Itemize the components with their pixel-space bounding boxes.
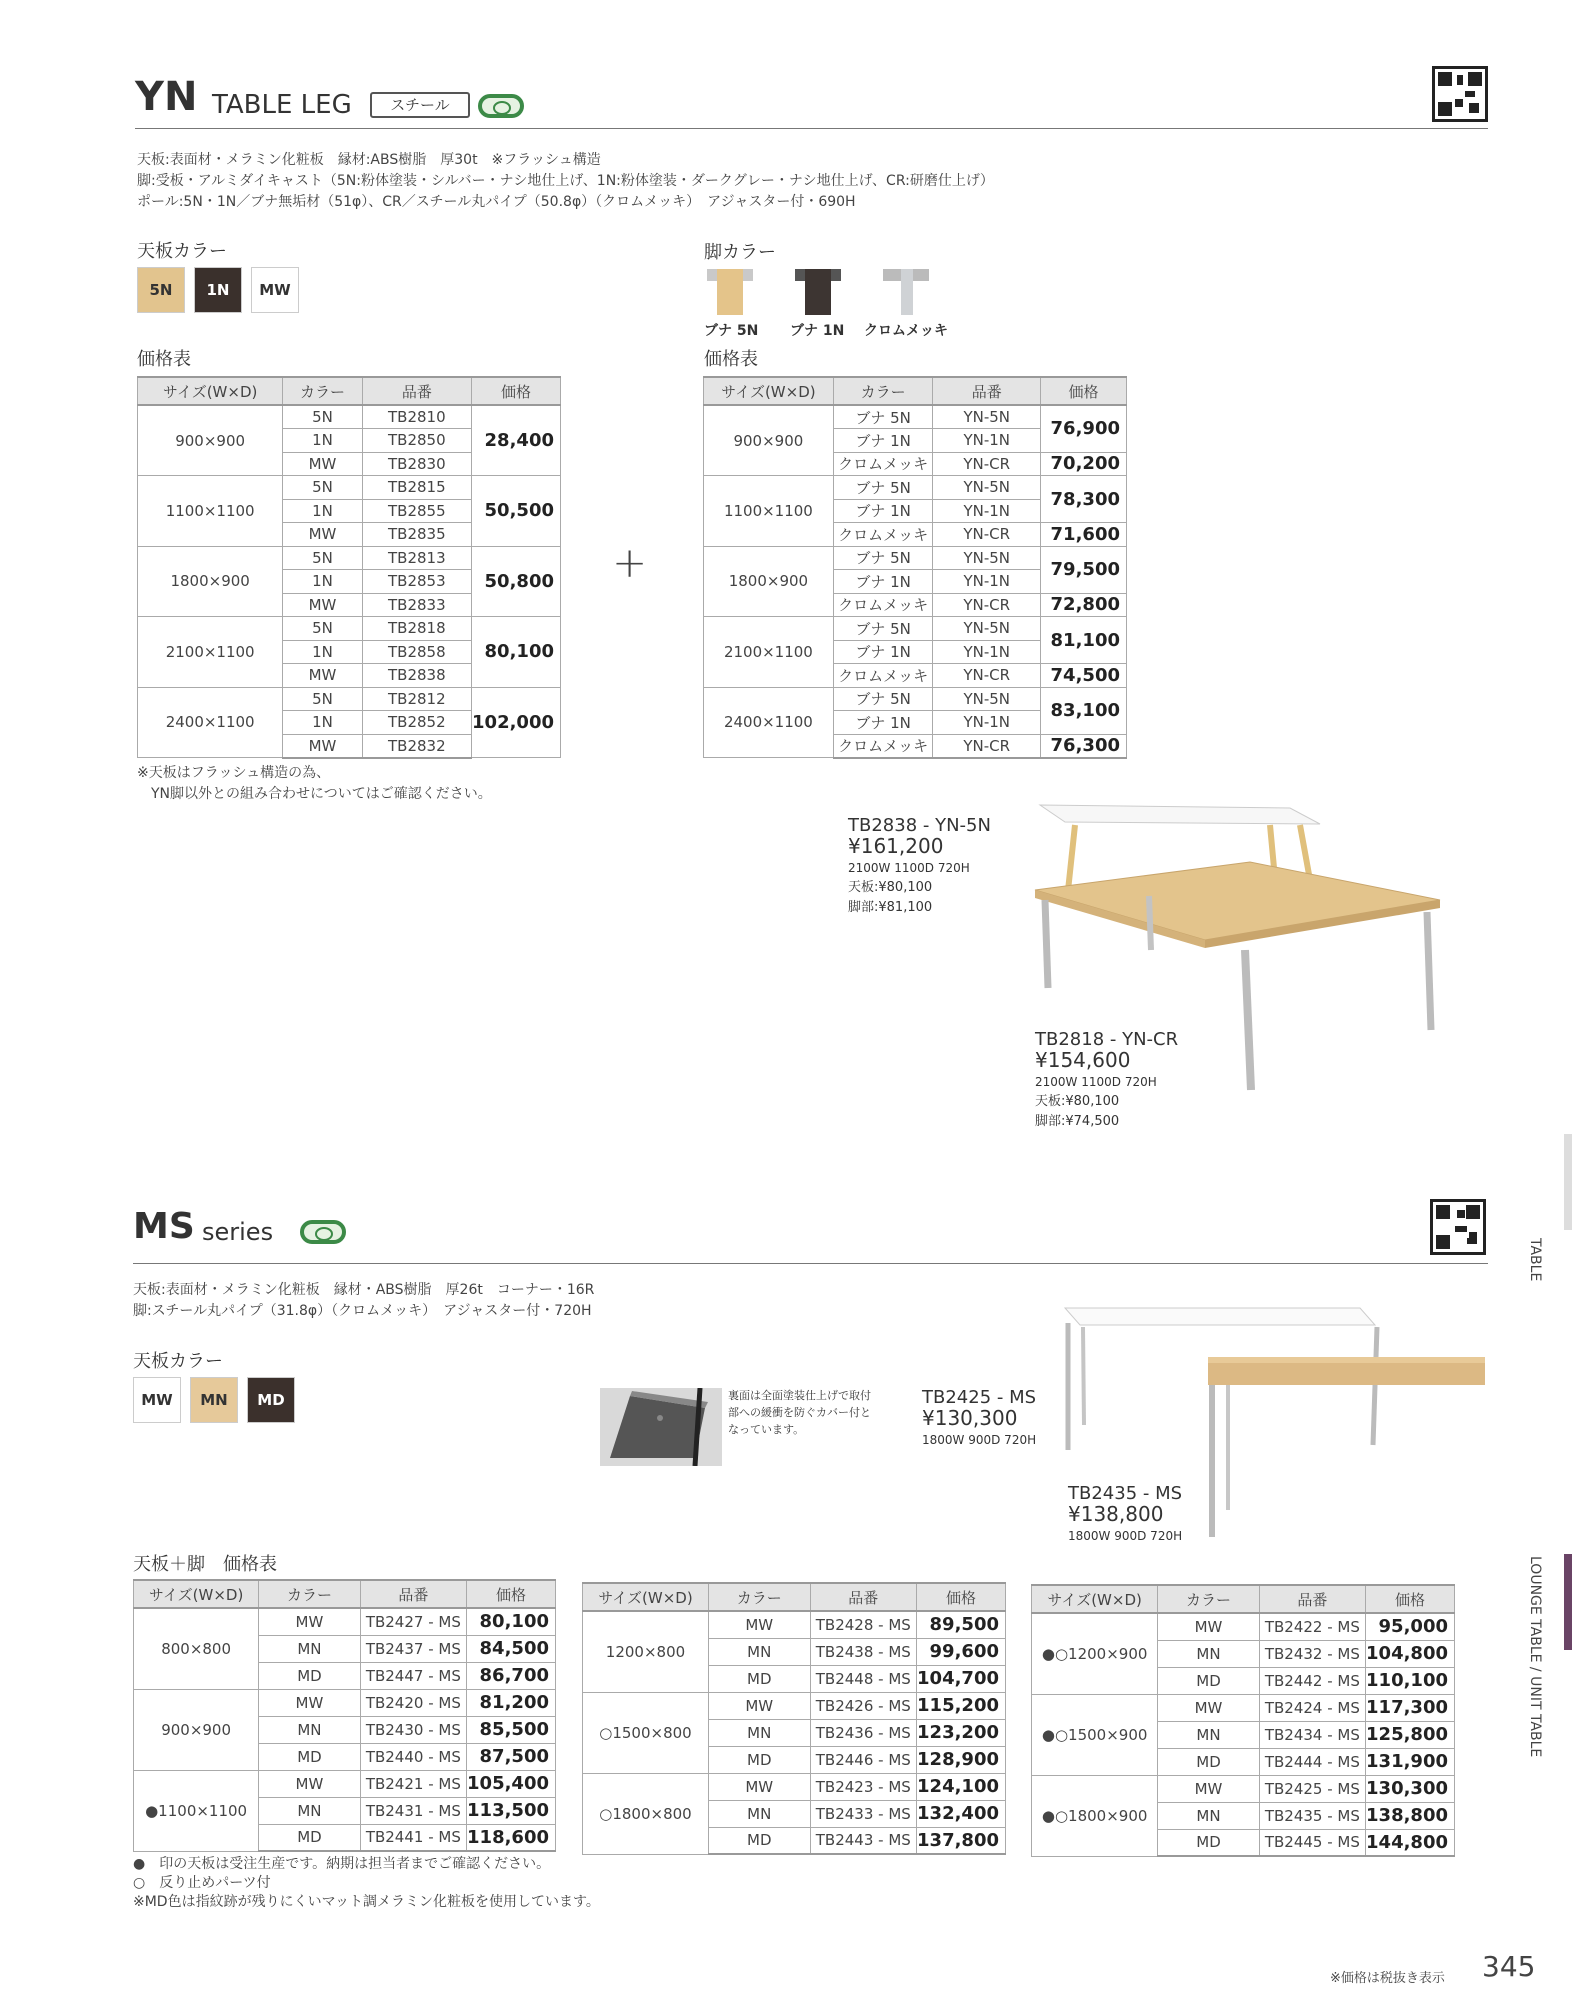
color-cell: MW [259,1608,360,1635]
column-header: 品番 [933,377,1041,405]
size-cell: ●1100×1100 [134,1770,259,1851]
ms-product-2-caption [1068,1484,1182,1546]
green-mark-icon [300,1220,346,1244]
code-cell: TB2832 [362,734,471,758]
color-cell: 5N [283,546,362,570]
color-cell: MN [259,1716,360,1743]
code-cell: TB2438 - MS [810,1638,916,1665]
table-row [134,1689,556,1716]
code-cell: YN-1N [933,711,1041,735]
column-header: 価格 [472,377,561,405]
ms-top-color-heading: 天板カラー [133,1351,223,1372]
price-cell: 104,700 [917,1665,1006,1692]
code-cell: TB2853 [362,570,471,594]
price-cell: 132,400 [917,1800,1006,1827]
color-cell: MW [259,1689,360,1716]
table-row [583,1611,1006,1638]
color-cell: 1N [283,640,362,664]
table-header-row [704,377,1127,405]
ms-product-1-caption [922,1388,1036,1450]
column-header: サイズ(W×D) [1032,1585,1158,1613]
ms-price-heading: 天板＋脚 価格表 [133,1554,277,1575]
yn-price-heading-right: 価格表 [704,349,758,370]
price-cell: 81,100 [1041,617,1127,664]
plus-sign: + [612,538,648,587]
price-cell: 138,800 [1366,1802,1455,1829]
table-row [1032,1775,1455,1802]
column-header: サイズ(W×D) [134,1580,259,1608]
qr-code-icon[interactable] [1432,66,1488,122]
color-cell: MD [1158,1667,1259,1694]
color-cell: クロムメッキ [833,664,933,688]
code-cell: TB2426 - MS [810,1692,916,1719]
color-cell: 5N [283,476,362,500]
column-header: サイズ(W×D) [138,377,283,405]
column-header: サイズ(W×D) [704,377,834,405]
size-cell: 2400×1100 [138,687,283,758]
color-cell: MW [283,664,362,688]
color-cell: ブナ 5N [833,476,933,500]
code-cell: TB2440 - MS [360,1743,466,1770]
color-cell: ブナ 1N [833,640,933,664]
table-header-row [138,377,561,405]
code-cell: TB2447 - MS [360,1662,466,1689]
code-cell: TB2436 - MS [810,1719,916,1746]
price-cell: 124,100 [917,1773,1006,1800]
leg-swatch-1n [795,269,841,315]
column-header: 価格 [1366,1585,1455,1613]
ms-corner-detail-photo [600,1388,722,1466]
footer-note: ※価格は税抜き表示 [1330,1971,1445,1986]
code-cell: TB2835 [362,523,471,547]
code-cell: TB2855 [362,499,471,523]
section-divider [133,1263,1488,1264]
price-cell: 86,700 [467,1662,556,1689]
color-cell: MW [1158,1694,1259,1721]
column-header: カラー [259,1580,360,1608]
price-cell: 89,500 [917,1611,1006,1638]
side-tab-lounge[interactable]: LOUNGE TABLE / UNIT TABLE [1527,1556,1543,1758]
price-cell: 85,500 [467,1716,556,1743]
code-cell: TB2812 [362,687,471,711]
price-cell: 84,500 [467,1635,556,1662]
ms-spec-line: 脚:スチール丸パイプ（31.8φ）（クロムメッキ） アジャスター付・720H [133,1303,592,1319]
size-cell: 900×900 [134,1689,259,1770]
price-cell: 83,100 [1041,687,1127,734]
price-cell: 79,500 [1041,546,1127,593]
price-cell: 72,800 [1041,593,1127,617]
code-cell: TB2430 - MS [360,1716,466,1743]
color-cell: ブナ 1N [833,499,933,523]
table-row [704,546,1127,570]
price-cell: 80,100 [472,617,561,688]
code-cell: TB2442 - MS [1259,1667,1365,1694]
table-header-row [583,1583,1006,1611]
color-cell: 1N [283,570,362,594]
yn-price-heading-left: 価格表 [137,349,191,370]
code-cell: TB2813 [362,546,471,570]
code-cell: YN-5N [933,687,1041,711]
price-cell: 70,200 [1041,452,1127,476]
table-row [138,687,561,711]
ms-price-table-2 [582,1582,1006,1855]
code-cell: TB2421 - MS [360,1770,466,1797]
yn-leg-price-table [703,376,1127,759]
size-cell: 800×800 [134,1608,259,1689]
page-number: 345 [1482,1950,1536,1983]
code-cell: YN-5N [933,405,1041,429]
size-cell: 1200×800 [583,1611,709,1692]
yn-note-line: YN脚以外との組み合わせについてはご確認ください。 [151,786,492,802]
code-cell: YN-1N [933,499,1041,523]
product-price: ¥138,800 [1068,1502,1164,1526]
size-cell: 900×900 [704,405,834,476]
color-cell: MW [708,1692,810,1719]
code-cell: TB2810 [362,405,471,429]
code-cell: YN-CR [933,593,1041,617]
detail-note-line: なっています。 [728,1423,805,1436]
table-row [583,1692,1006,1719]
size-cell: 2400×1100 [704,687,834,758]
green-mark-icon [478,94,524,118]
code-cell: TB2431 - MS [360,1797,466,1824]
price-cell: 71,600 [1041,523,1127,547]
color-cell: ブナ 5N [833,687,933,711]
column-header: 価格 [1041,377,1127,405]
price-cell: 128,900 [917,1746,1006,1773]
price-cell: 104,800 [1366,1640,1455,1667]
code-cell: YN-5N [933,546,1041,570]
color-cell: MN [1158,1802,1259,1829]
price-cell: 76,900 [1041,405,1127,452]
yn-note-line: ※天板はフラッシュ構造の為、 [137,765,331,781]
price-cell: 28,400 [472,405,561,476]
color-cell: MD [1158,1829,1259,1856]
code-cell: YN-5N [933,617,1041,641]
color-cell: ブナ 1N [833,429,933,453]
product-dimensions: 2100W 1100D 720H [848,861,970,875]
price-cell: 113,500 [467,1797,556,1824]
code-cell: TB2818 [362,617,471,641]
color-cell: MW [283,593,362,617]
ms-title-sub: series [202,1218,274,1246]
column-header: カラー [708,1583,810,1611]
code-cell: YN-1N [933,640,1041,664]
code-cell: TB2445 - MS [1259,1829,1365,1856]
yn-product-2-caption [1035,1030,1178,1132]
code-cell: YN-1N [933,570,1041,594]
code-cell: TB2441 - MS [360,1824,466,1851]
product-price: ¥161,200 [848,834,944,858]
size-cell: 1100×1100 [704,476,834,547]
column-header: 品番 [360,1580,466,1608]
color-cell: MD [708,1827,810,1854]
code-cell: TB2833 [362,593,471,617]
column-header: 価格 [917,1583,1006,1611]
yn-top-color-heading: 天板カラー [137,241,227,262]
price-cell: 105,400 [467,1770,556,1797]
product-top-price: 天板:¥80,100 [848,880,933,895]
color-cell: MN [259,1635,360,1662]
yn-title-sub: TABLE LEG [212,90,352,120]
price-cell: 99,600 [917,1638,1006,1665]
size-cell: ○1500×800 [583,1692,709,1773]
yn-spec-line: ポール:5N・1N／ブナ無垢材（51φ）、CR／スチール丸パイプ（50.8φ）（クロムメッキ） アジャスター付・690H [137,194,856,210]
color-cell: MD [259,1824,360,1851]
detail-note-line: 部への緩衝を防ぐカバー付と [728,1406,871,1419]
code-cell: TB2423 - MS [810,1773,916,1800]
table-row [1032,1694,1455,1721]
product-top-price: 天板:¥80,100 [1035,1094,1120,1109]
ms-price-table-3 [1031,1584,1455,1857]
price-cell: 144,800 [1366,1829,1455,1856]
color-cell: 5N [283,405,362,429]
product-code: TB2425 - MS [922,1387,1037,1408]
table-header-row [134,1580,556,1608]
table-row [138,546,561,570]
table-header-row [1032,1585,1455,1613]
code-cell: TB2432 - MS [1259,1640,1365,1667]
size-cell: ○1800×800 [583,1773,709,1854]
column-header: 品番 [362,377,471,405]
product-price: ¥130,300 [922,1406,1018,1430]
leg-label-5n: ブナ 5N [704,323,759,339]
top-color-swatch-mw: MW [251,267,299,313]
code-cell: YN-1N [933,429,1041,453]
code-cell: TB2850 [362,429,471,453]
size-cell: 1800×900 [138,546,283,617]
price-cell: 80,100 [467,1608,556,1635]
color-cell: クロムメッキ [833,523,933,547]
color-cell: 5N [283,687,362,711]
code-cell: TB2858 [362,640,471,664]
code-cell: YN-CR [933,523,1041,547]
price-cell: 130,300 [1366,1775,1455,1802]
column-header: 品番 [1259,1585,1365,1613]
price-cell: 115,200 [917,1692,1006,1719]
color-cell: 1N [283,499,362,523]
code-cell: TB2425 - MS [1259,1775,1365,1802]
code-cell: YN-5N [933,476,1041,500]
color-cell: MN [708,1719,810,1746]
color-cell: MD [1158,1748,1259,1775]
table-row [704,687,1127,711]
yn-spec-line: 天板:表面材・メラミン化粧板 縁材:ABS樹脂 厚30t ※フラッシュ構造 [137,152,601,168]
color-cell: MW [283,452,362,476]
leg-swatch-5n [707,269,753,315]
column-header: カラー [1158,1585,1259,1613]
color-cell: MW [259,1770,360,1797]
color-cell: MW [1158,1613,1259,1640]
yn-spec-block [137,150,994,213]
code-cell: TB2448 - MS [810,1665,916,1692]
color-cell: MN [708,1800,810,1827]
table-row [134,1608,556,1635]
yn-spec-line: 脚:受板・アルミダイキャスト（5N:粉体塗装・シルバー・ナシ地仕上げ、1N:粉体塗装・ダークグレー・ナシ地仕上げ、CR:研磨仕上げ） [137,173,994,189]
code-cell: YN-CR [933,452,1041,476]
price-cell: 50,800 [472,546,561,617]
code-cell: YN-CR [933,664,1041,688]
code-cell: TB2434 - MS [1259,1721,1365,1748]
ms-note-line: ○ 反り止めパーツ付 [133,1875,271,1891]
product-code: TB2435 - MS [1068,1483,1183,1504]
color-cell: MW [1158,1775,1259,1802]
top-color-swatch-5n: 5N [137,267,185,313]
ms-title-main: MS [133,1206,195,1247]
yn-top-price-table [137,376,561,759]
leg-label-1n: ブナ 1N [790,323,845,339]
product-price: ¥154,600 [1035,1048,1131,1072]
code-cell: TB2422 - MS [1259,1613,1365,1640]
price-cell: 78,300 [1041,476,1127,523]
ms-note-line: ● 印の天板は受注生産です。納期は担当者までご確認ください。 [133,1856,551,1872]
color-cell: MN [1158,1640,1259,1667]
table-row [134,1770,556,1797]
product-leg-price: 脚部:¥74,500 [1035,1114,1120,1129]
column-header: サイズ(W×D) [583,1583,709,1611]
size-cell: ●○1200×900 [1032,1613,1158,1694]
price-cell: 76,300 [1041,734,1127,758]
side-tab-marker [1564,1134,1572,1230]
price-cell: 50,500 [472,476,561,547]
table-row [583,1773,1006,1800]
leg-swatch-cr [883,269,929,315]
price-cell: 131,900 [1366,1748,1455,1775]
code-cell: TB2433 - MS [810,1800,916,1827]
ms-detail-note [728,1387,871,1438]
ms-spec-block [133,1280,594,1322]
color-cell: 1N [283,711,362,735]
size-cell: 2100×1100 [704,617,834,688]
color-cell: クロムメッキ [833,734,933,758]
yn-title-main: YN [135,74,198,120]
code-cell: TB2420 - MS [360,1689,466,1716]
code-cell: TB2838 [362,664,471,688]
code-cell: TB2830 [362,452,471,476]
table-row [1032,1613,1455,1640]
top-color-swatch-md: MD [247,1377,295,1423]
column-header: 価格 [467,1580,556,1608]
color-cell: MW [708,1773,810,1800]
table-row [704,405,1127,429]
column-header: 品番 [810,1583,916,1611]
color-cell: MN [259,1797,360,1824]
color-cell: ブナ 1N [833,711,933,735]
code-cell: TB2815 [362,476,471,500]
code-cell: TB2428 - MS [810,1611,916,1638]
top-color-swatch-mn: MN [190,1377,238,1423]
color-cell: MW [708,1611,810,1638]
table-row [138,405,561,429]
price-cell: 87,500 [467,1743,556,1770]
column-header: カラー [833,377,933,405]
ms-spec-line: 天板:表面材・メラミン化粧板 縁材・ABS樹脂 厚26t コーナー・16R [133,1282,595,1298]
size-cell: 900×900 [138,405,283,476]
price-cell: 81,200 [467,1689,556,1716]
product-dimensions: 2100W 1100D 720H [1035,1075,1157,1089]
table-row [138,617,561,641]
detail-note-line: 裏面は全面塗装仕上げで取付 [728,1389,871,1402]
price-cell: 118,600 [467,1824,556,1851]
color-cell: ブナ 5N [833,405,933,429]
yn-note [137,763,492,805]
code-cell: TB2852 [362,711,471,735]
color-cell: MW [283,734,362,758]
ms-notes [133,1855,600,1912]
color-cell: MN [708,1638,810,1665]
price-cell: 125,800 [1366,1721,1455,1748]
price-cell: 110,100 [1366,1667,1455,1694]
qr-code-icon[interactable] [1430,1199,1486,1255]
size-cell: ●○1500×900 [1032,1694,1158,1775]
product-dimensions: 1800W 900D 720H [922,1433,1037,1447]
side-tab-table[interactable]: TABLE [1527,1238,1543,1282]
color-cell: MD [708,1746,810,1773]
code-cell: TB2427 - MS [360,1608,466,1635]
code-cell: TB2444 - MS [1259,1748,1365,1775]
color-cell: 5N [283,617,362,641]
size-cell: 2100×1100 [138,617,283,688]
yn-material-badge: スチール [370,92,470,118]
color-cell: ブナ 5N [833,617,933,641]
product-code: TB2838 - YN-5N [848,815,991,836]
code-cell: YN-CR [933,734,1041,758]
ms-note-line: ※MD色は指紋跡が残りにくいマット調メラミン化粧板を使用しています。 [133,1894,600,1910]
product-leg-price: 脚部:¥81,100 [848,900,933,915]
side-tab-marker-active [1564,1554,1572,1650]
color-cell: MW [283,523,362,547]
table-row [704,617,1127,641]
color-cell: MN [1158,1721,1259,1748]
color-cell: クロムメッキ [833,452,933,476]
size-cell: 1100×1100 [138,476,283,547]
column-header: カラー [283,377,362,405]
product-code: TB2818 - YN-CR [1035,1029,1179,1050]
color-cell: ブナ 1N [833,570,933,594]
price-cell: 123,200 [917,1719,1006,1746]
color-cell: 1N [283,429,362,453]
size-cell: ●○1800×900 [1032,1775,1158,1856]
table-row [704,476,1127,500]
code-cell: TB2437 - MS [360,1635,466,1662]
color-cell: MD [708,1665,810,1692]
yn-leg-color-heading: 脚カラー [704,242,776,263]
leg-label-cr: クロムメッキ [864,323,948,339]
code-cell: TB2435 - MS [1259,1802,1365,1829]
yn-product-1-caption [848,816,991,918]
price-cell: 137,800 [917,1827,1006,1854]
section-divider [135,128,1488,129]
price-cell: 102,000 [472,687,561,758]
top-color-swatch-mw: MW [133,1377,181,1423]
ms-price-table-1 [133,1579,556,1852]
color-cell: クロムメッキ [833,593,933,617]
price-cell: 95,000 [1366,1613,1455,1640]
product-dimensions: 1800W 900D 720H [1068,1529,1183,1543]
price-cell: 117,300 [1366,1694,1455,1721]
color-cell: MD [259,1743,360,1770]
color-cell: MD [259,1662,360,1689]
code-cell: TB2446 - MS [810,1746,916,1773]
size-cell: 1800×900 [704,546,834,617]
table-row [138,476,561,500]
color-cell: ブナ 5N [833,546,933,570]
top-color-swatch-1n: 1N [194,267,242,313]
code-cell: TB2424 - MS [1259,1694,1365,1721]
price-cell: 74,500 [1041,664,1127,688]
code-cell: TB2443 - MS [810,1827,916,1854]
